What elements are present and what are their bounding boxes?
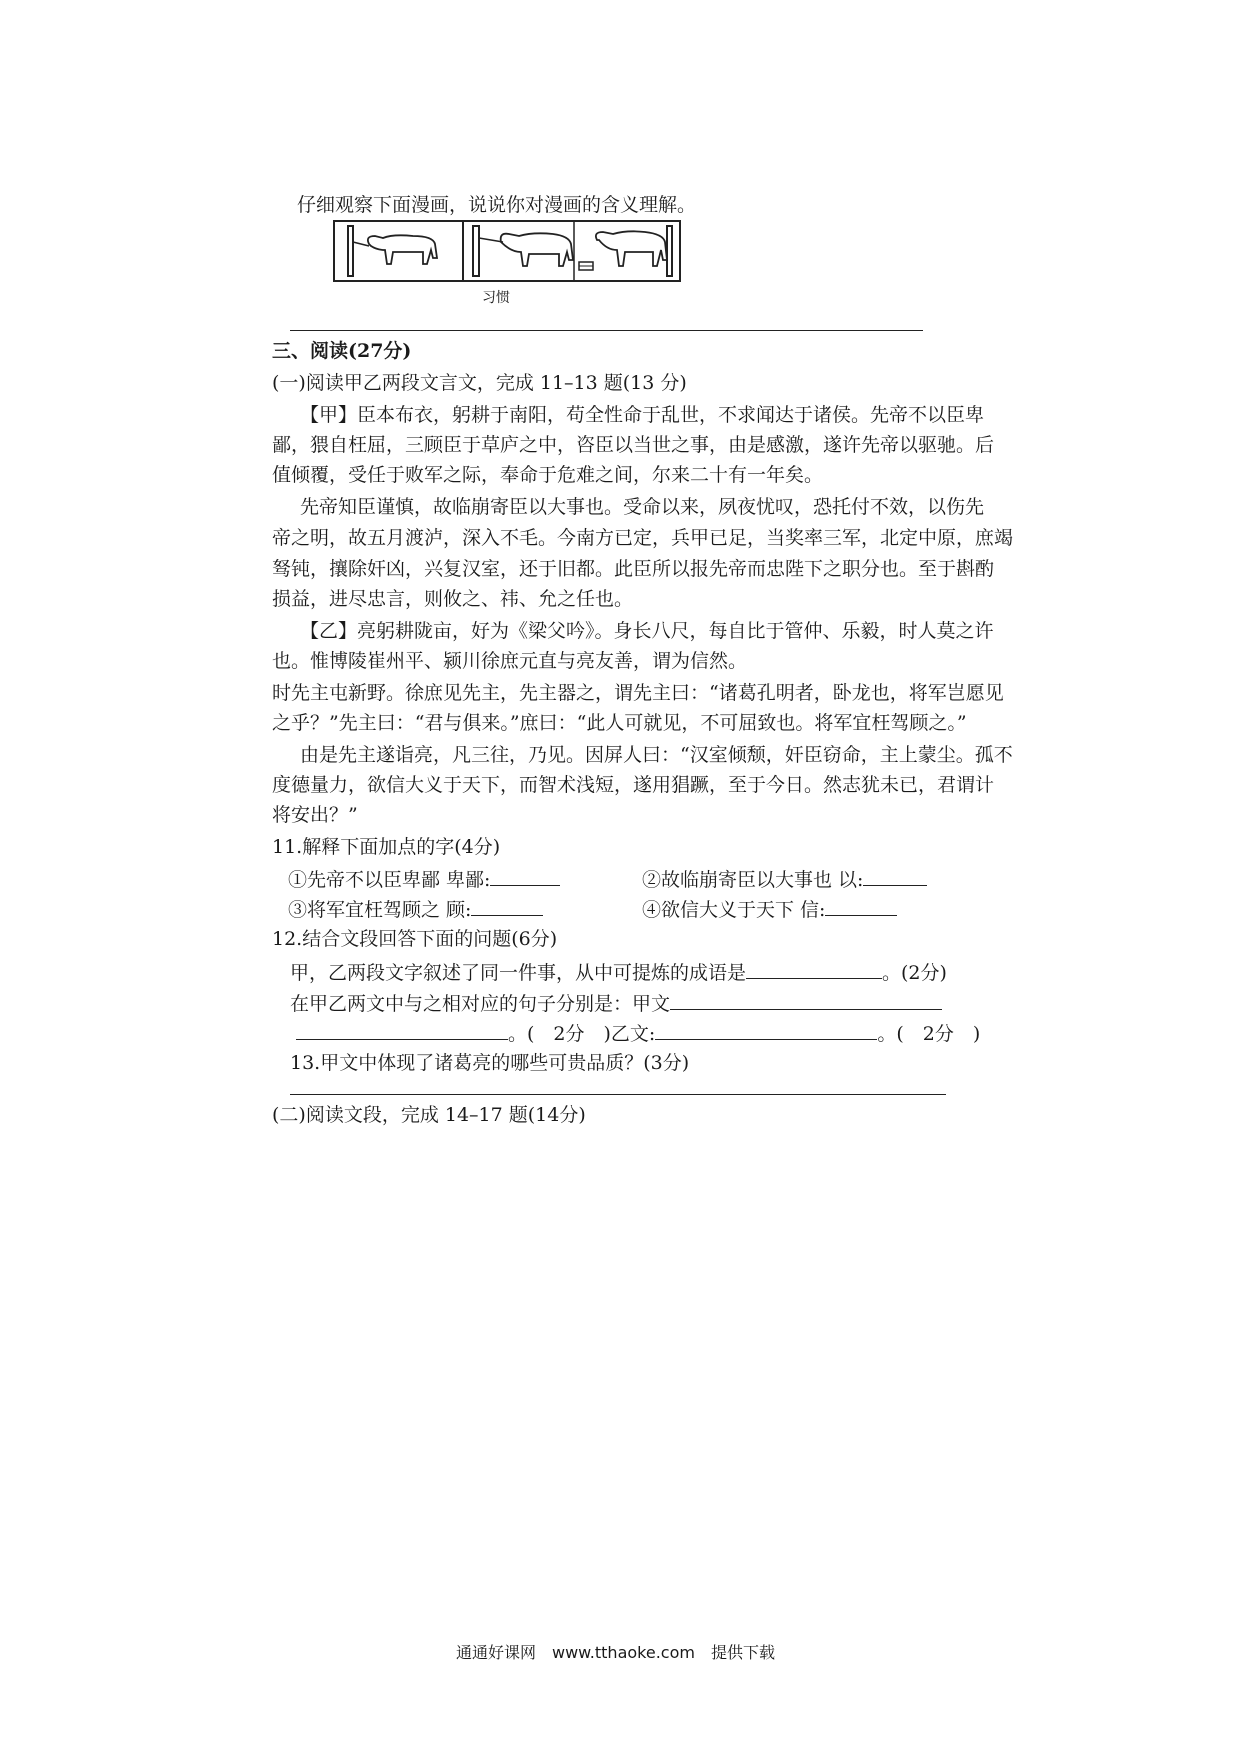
q12-line1 xyxy=(290,961,947,983)
q11-item-text: ④欲信大义于天下 信: xyxy=(642,899,826,921)
q11-blank[interactable] xyxy=(863,868,927,886)
passage-yi-line: 也。惟博陵崔州平、颍川徐庶元直与亮友善，谓为信然。 xyxy=(272,650,748,672)
q12-line3-mid: 。( 2分 )乙文: xyxy=(508,1023,656,1045)
q13-title: 13.甲文中体现了诸葛亮的哪些可贵品质？(3分) xyxy=(290,1052,690,1074)
part1-instruction: (一)阅读甲乙两段文言文，完成 11–13 题(13 分) xyxy=(272,372,687,394)
q11-blank[interactable] xyxy=(825,898,897,916)
comic-caption: 习惯 xyxy=(482,290,510,306)
passage-yi-line: 【乙】亮躬耕陇亩，好为《梁父吟》。身长八尺，每自比于管仲、乐毅，时人莫之许 xyxy=(300,620,994,642)
footer-credit: 通通好课网 www.tthaoke.com 提供下载 xyxy=(456,1643,775,1662)
passage-jia-line: 【甲】臣本布衣，躬耕于南阳，苟全性命于乱世，不求闻达于诸侯。先帝不以臣卑 xyxy=(300,404,985,426)
q11-item xyxy=(642,868,927,890)
q11-item-text: ①先帝不以臣卑鄙 卑鄙: xyxy=(288,869,491,891)
passage-jia-line: 损益，进尽忠言，则攸之、祎、允之任也。 xyxy=(272,588,634,610)
q12-line3-score: 。( 2分 ) xyxy=(877,1023,981,1045)
q12-yi-blank[interactable] xyxy=(655,1022,877,1040)
passage-jia-line: 值倾覆，受任于败军之际，奉命于危难之间，尔来二十有一年矣。 xyxy=(272,464,824,486)
q11-item xyxy=(288,898,543,920)
q12-line3 xyxy=(296,1022,980,1044)
q12-line2 xyxy=(290,992,942,1014)
passage-yi-line: 将安出？” xyxy=(272,804,358,826)
q13-answer-line[interactable] xyxy=(290,1094,946,1095)
passage-jia-line: 鄙，猥自枉屈，三顾臣于草庐之中，咨臣以当世之事，由是感激，遂许先帝以驱驰。后 xyxy=(272,434,995,456)
answer-line xyxy=(290,330,923,331)
passage-yi-line: 度德量力，欲信大义于天下，而智术浅短，遂用猖蹶，至于今日。然志犹未已，君谓计 xyxy=(272,774,995,796)
q12-jia-blank[interactable] xyxy=(670,992,942,1010)
q12-line1-score: 。(2分) xyxy=(882,962,947,984)
comic-strip-image xyxy=(333,220,681,282)
q12-line1-text: 甲，乙两段文字叙述了同一件事，从中可提炼的成语是 xyxy=(290,962,747,984)
q12-line2-text: 在甲乙两文中与之相对应的句子分别是：甲文 xyxy=(290,993,671,1015)
q12-idiom-blank[interactable] xyxy=(746,961,882,979)
q11-item-text: ③将军宜枉驾顾之 顾: xyxy=(288,899,472,921)
q11-blank[interactable] xyxy=(490,868,560,886)
part2-instruction: (二)阅读文段，完成 14–17 题(14分) xyxy=(272,1104,586,1126)
passage-jia-line: 先帝知臣谨慎，故临崩寄臣以大事也。受命以来，夙夜忧叹，恐托付不效，以伤先 xyxy=(300,496,985,518)
q11-item xyxy=(288,868,560,890)
q11-item xyxy=(642,898,897,920)
q12-jia-blank-cont[interactable] xyxy=(296,1022,508,1040)
q11-title: 11.解释下面加点的字(4分) xyxy=(272,836,501,858)
comic-prompt: 仔细观察下面漫画，说说你对漫画的含义理解。 xyxy=(297,194,697,216)
passage-jia-line: 帝之明，故五月渡泸，深入不毛。今南方已定，兵甲已足，当奖率三军，北定中原，庶竭 xyxy=(272,527,1014,549)
section-title: 三、阅读(27分) xyxy=(272,340,412,362)
q11-item-text: ②故临崩寄臣以大事也 以: xyxy=(642,869,864,891)
passage-yi-line: 时先主屯新野。徐庶见先主，先主器之，谓先主曰：“诸葛孔明者，卧龙也，将军岂愿见 xyxy=(272,682,1004,704)
q11-blank[interactable] xyxy=(471,898,543,916)
q12-title: 12.结合文段回答下面的问题(6分) xyxy=(272,928,558,950)
passage-yi-line: 之乎？”先主曰：“君与俱来。”庶曰：“此人可就见，不可屈致也。将军宜枉驾顾之。” xyxy=(272,712,967,734)
passage-yi-line: 由是先主遂诣亮，凡三往，乃见。因屏人曰：“汉室倾颓，奸臣窃命，主上蒙尘。孤不 xyxy=(300,744,1013,766)
passage-jia-line: 驽钝，攘除奸凶，兴复汉室，还于旧都。此臣所以报先帝而忠陛下之职分也。至于斟酌 xyxy=(272,558,995,580)
